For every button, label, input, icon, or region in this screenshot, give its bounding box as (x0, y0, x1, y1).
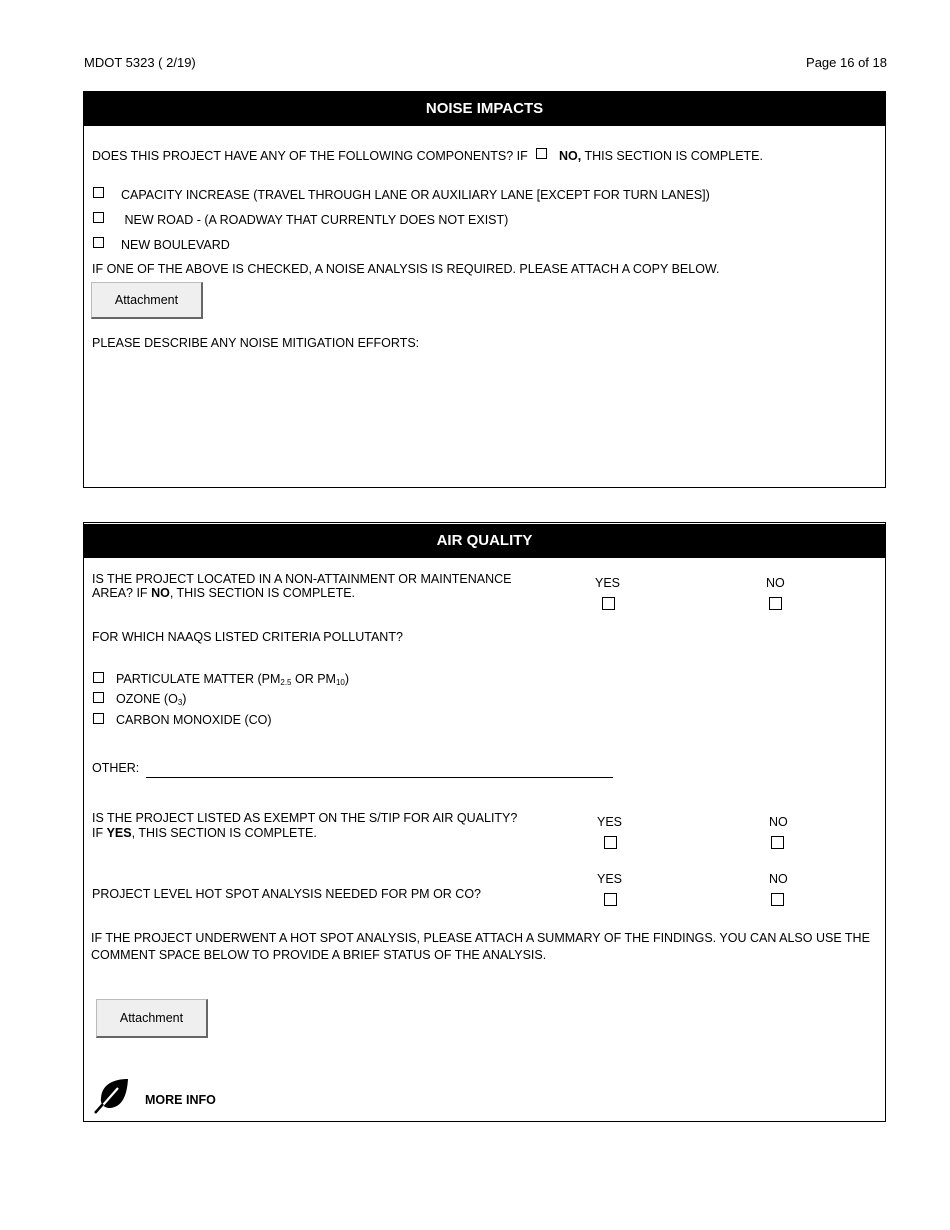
q1-yes-checkbox[interactable] (602, 597, 615, 610)
particulate-matter-label (116, 672, 349, 687)
q2-yes-label: YES (597, 815, 623, 829)
new-road-label: NEW ROAD - (A ROADWAY THAT CURRENTLY DOES NOT EXIST) (121, 213, 509, 227)
q2-yes-bold: YES (106, 826, 132, 840)
particulate-matter-checkbox[interactable] (93, 672, 104, 683)
carbon-monoxide-label: CARBON MONOXIDE (CO) (116, 713, 272, 727)
exempt-question-line1: IS THE PROJECT LISTED AS EXEMPT ON THE S/TIP FOR AIR QUALITY? (92, 811, 518, 825)
q3-yes-checkbox[interactable] (604, 893, 617, 906)
air-attachment-button[interactable]: Attachment (96, 999, 208, 1038)
q2-suffix: , THIS SECTION IS COMPLETE. (131, 826, 317, 840)
pm-mid: OR PM (291, 672, 336, 686)
exempt-question-line2 (92, 826, 317, 840)
ozone-prefix: OZONE (O (116, 692, 178, 706)
noise-question-prefix: DOES THIS PROJECT HAVE ANY OF THE FOLLOWING COMPONENTS? IF (92, 149, 528, 163)
ozone-suffix: ) (182, 692, 187, 706)
capacity-increase-label: CAPACITY INCREASE (TRAVEL THROUGH LANE OR AUXILIARY LANE [EXCEPT FOR TURN LANES]) (121, 188, 710, 202)
carbon-monoxide-checkbox[interactable] (93, 713, 104, 724)
air-quality-section (83, 522, 886, 1122)
noise-no-label: NO, (559, 149, 582, 163)
q2-prefix: IF (92, 826, 104, 840)
new-boulevard-checkbox[interactable] (93, 237, 104, 248)
noise-question-end (559, 149, 763, 163)
q2-no-checkbox[interactable] (771, 836, 784, 849)
more-info-link[interactable]: MORE INFO (145, 1093, 216, 1107)
q2-no-label: NO (769, 815, 788, 829)
noise-mitigation-prompt: PLEASE DESCRIBE ANY NOISE MITIGATION EFFORTS: (92, 336, 420, 350)
new-road-checkbox[interactable] (93, 212, 104, 223)
noise-impacts-section (83, 91, 886, 488)
hotspot-note-line2: COMMENT SPACE BELOW TO PROVIDE A BRIEF STATUS OF THE ANALYSIS. (91, 948, 547, 962)
new-boulevard-label: NEW BOULEVARD (121, 238, 230, 252)
noise-analysis-note: IF ONE OF THE ABOVE IS CHECKED, A NOISE ANALYSIS IS REQUIRED. PLEASE ATTACH A COPY BELOW. (92, 262, 720, 276)
noise-mitigation-field[interactable] (92, 357, 877, 477)
pm-prefix: PARTICULATE MATTER (PM (116, 672, 281, 686)
nonattainment-question-line2 (92, 586, 355, 600)
ozone-label (116, 692, 186, 707)
ozone-sub: 3 (177, 698, 183, 707)
page-number: Page 16 of 18 (806, 55, 887, 70)
pm-sub-10: 10 (335, 678, 345, 687)
pm-sub-2-5: 2.5 (280, 678, 292, 687)
hotspot-note-line1: IF THE PROJECT UNDERWENT A HOT SPOT ANALYSIS, PLEASE ATTACH A SUMMARY OF THE FINDINGS. YOU CAN ALSO USE THE (91, 931, 870, 945)
q1-yes-label: YES (595, 576, 621, 590)
pollutant-question: FOR WHICH NAAQS LISTED CRITERIA POLLUTANT? (92, 630, 403, 644)
q1-suffix: , THIS SECTION IS COMPLETE. (169, 586, 356, 600)
pm-suffix: ) (344, 672, 350, 686)
other-label: OTHER: (92, 761, 140, 775)
noise-no-checkbox[interactable] (536, 148, 547, 159)
leaf-icon[interactable] (94, 1076, 132, 1114)
ozone-checkbox[interactable] (93, 692, 104, 703)
q1-prefix: AREA? IF (92, 586, 148, 600)
noise-impacts-title: NOISE IMPACTS (84, 92, 885, 126)
q3-yes-label: YES (597, 872, 623, 886)
noise-question-suffix: THIS SECTION IS COMPLETE. (584, 149, 763, 163)
q1-no-bold: NO (151, 586, 170, 600)
q2-yes-checkbox[interactable] (604, 836, 617, 849)
form-id: MDOT 5323 ( 2/19) (84, 55, 196, 70)
air-quality-title: AIR QUALITY (84, 524, 885, 558)
q3-no-checkbox[interactable] (771, 893, 784, 906)
capacity-increase-checkbox[interactable] (93, 187, 104, 198)
q1-no-checkbox[interactable] (769, 597, 782, 610)
noise-attachment-button[interactable]: Attachment (91, 282, 203, 319)
q1-no-label: NO (766, 576, 785, 590)
nonattainment-question-line1: IS THE PROJECT LOCATED IN A NON-ATTAINMENT OR MAINTENANCE (92, 572, 512, 586)
q3-no-label: NO (769, 872, 788, 886)
other-input-line[interactable] (146, 777, 613, 778)
hotspot-question: PROJECT LEVEL HOT SPOT ANALYSIS NEEDED FOR PM OR CO? (92, 887, 481, 901)
noise-question (92, 149, 528, 163)
